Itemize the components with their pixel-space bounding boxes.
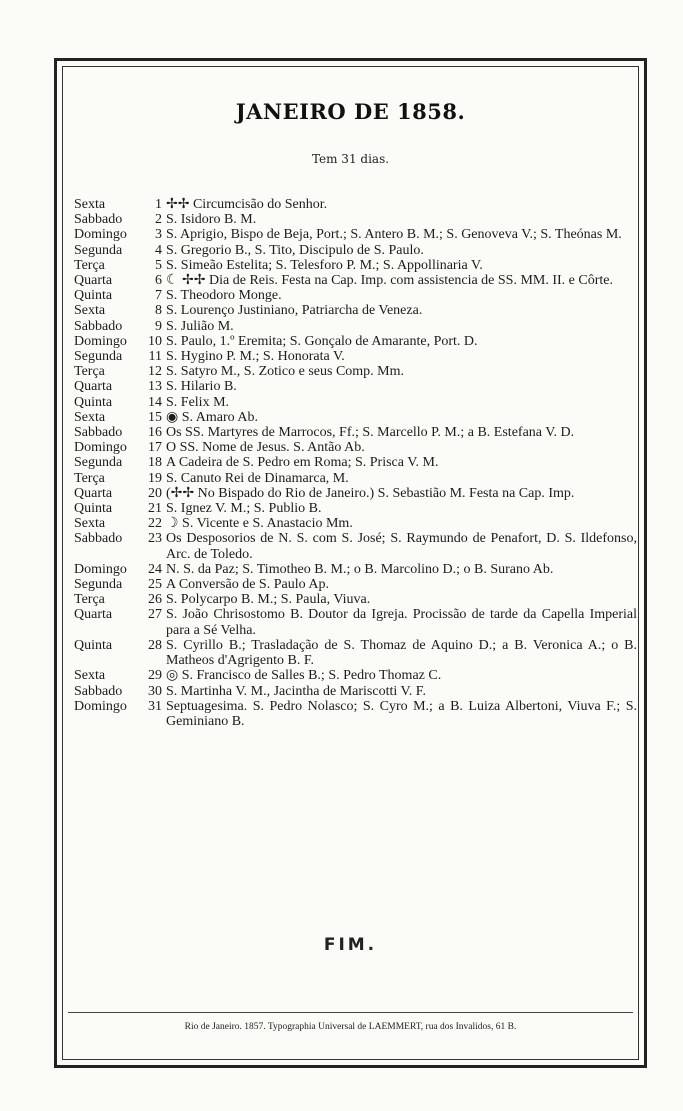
weekday: Sabbado <box>74 212 123 228</box>
weekday: Sabbado <box>74 531 123 547</box>
saint-observance: S. Gregorio B., S. Tito, Discipulo de S. Paulo. <box>166 242 424 258</box>
saint-observance: S. Simeão Estelita; S. Telesforo P. M.; S. Appollinaria V. <box>166 257 483 273</box>
weekday: Sabbado <box>74 425 123 441</box>
weekday: Domingo <box>74 698 127 714</box>
calendar-entry <box>74 531 637 561</box>
day-number: 30 <box>148 683 162 699</box>
weekday: Quarta <box>74 607 113 623</box>
saint-observance: A Conversão de S. Paulo Ap. <box>166 577 329 593</box>
weekday: Sexta <box>74 303 106 319</box>
day-number: 27 <box>148 607 162 623</box>
weekday: Sexta <box>74 516 106 532</box>
saint-observance: ☽ S. Vicente e S. Anastacio Mm. <box>166 516 353 532</box>
weekday: Quarta <box>74 485 113 501</box>
day-number: 2 <box>155 212 162 228</box>
day-number: 21 <box>148 501 162 517</box>
calendar-entry <box>74 471 637 486</box>
saint-observance: S. Hygino P. M.; S. Honorata V. <box>166 349 345 365</box>
calendar-entry <box>74 516 637 531</box>
calendar-entry <box>74 440 637 455</box>
saint-observance: S. Satyro M., S. Zotico e seus Comp. Mm. <box>166 364 405 380</box>
day-number: 9 <box>155 318 162 334</box>
saint-observance: Os SS. Martyres de Marrocos, Ff.; S. Marcello P. M.; a B. Estefana V. D. <box>166 425 575 441</box>
day-number: 25 <box>148 577 162 593</box>
day-number: 22 <box>148 516 162 532</box>
weekday: Sexta <box>74 409 106 425</box>
calendar-entry <box>74 258 637 273</box>
saint-observance: S. Hilario B. <box>166 379 237 395</box>
calendar-entry <box>74 303 637 318</box>
day-number: 18 <box>148 455 162 471</box>
weekday: Domingo <box>74 227 127 243</box>
day-number: 19 <box>148 470 162 486</box>
saint-observance: S. Cyrillo B.; Trasladação de S. Thomaz de Aquino D.; a B. Veronica A.; o B. Matheos d'Agrigento B. F. <box>166 637 637 669</box>
saint-observance: ◎ S. Francisco de Salles B.; S. Pedro Thomaz C. <box>166 668 442 684</box>
weekday: Sexta <box>74 197 106 212</box>
weekday: Quinta <box>74 394 113 410</box>
calendar-entry <box>74 592 637 607</box>
weekday: Terça <box>74 364 105 380</box>
calendar-entry <box>74 243 637 258</box>
day-number: 26 <box>148 592 162 608</box>
weekday: Sabbado <box>74 683 123 699</box>
printer-imprint: Rio de Janeiro. 1857. Typographia Universal de LAEMMERT, rua dos Invalidos, 61 B. <box>184 1022 517 1032</box>
saint-observance: ☾ ✢✢ Dia de Reis. Festa na Cap. Imp. com assistencia de SS. MM. II. e Côrte. <box>166 273 613 289</box>
weekday: Segunda <box>74 242 123 258</box>
calendar-entry <box>74 349 637 364</box>
calendar-entry <box>74 212 637 227</box>
calendar-entry <box>74 227 637 242</box>
saint-observance: Os Desposorios de N. S. com S. José; S. Raymundo de Penafort, D. S. Ildefonso, Arc. de Toledo. <box>166 531 637 562</box>
calendar-entry <box>74 197 637 212</box>
calendar-entry <box>74 319 637 334</box>
weekday: Terça <box>74 470 105 486</box>
day-number: 16 <box>148 425 162 441</box>
calendar-entry <box>74 410 637 425</box>
calendar-entry <box>74 379 637 394</box>
weekday: Segunda <box>74 455 123 471</box>
day-number: 29 <box>148 668 162 684</box>
calendar-entry <box>74 364 637 379</box>
calendar-entry <box>74 562 637 577</box>
day-number: 11 <box>148 349 162 365</box>
weekday: Terça <box>74 257 105 273</box>
day-number: 4 <box>155 242 162 258</box>
saint-observance: S. Polycarpo B. M.; S. Paula, Viuva. <box>166 592 371 608</box>
calendar-entry <box>74 638 637 668</box>
saint-observance: S. Julião M. <box>166 318 234 334</box>
saint-observance: S. Aprigio, Bispo de Beja, Port.; S. Antero B. M.; S. Genoveva V.; S. Theónas M. <box>166 227 622 243</box>
saint-observance: S. João Chrisostomo B. Doutor da Igreja. Procissão de tarde da Capella Imperial para a Sé Velha. <box>166 607 637 638</box>
calendar-entry <box>74 334 637 349</box>
weekday: Domingo <box>74 333 127 349</box>
day-number: 1 <box>155 197 162 212</box>
day-number: 28 <box>148 637 162 653</box>
weekday: Segunda <box>74 349 123 365</box>
day-number: 7 <box>155 288 162 304</box>
calendar-entry <box>74 455 637 470</box>
saint-observance: S. Isidoro B. M. <box>166 212 257 228</box>
calendar-entry <box>74 288 637 303</box>
calendar-entry <box>74 699 637 729</box>
weekday: Quarta <box>74 379 113 395</box>
saint-observance: S. Paulo, 1.º Eremita; S. Gonçalo de Amarante, Port. D. <box>166 333 478 349</box>
calendar-entry <box>74 501 637 516</box>
day-number: 15 <box>148 409 162 425</box>
day-number: 14 <box>148 394 162 410</box>
weekday: Quinta <box>74 288 113 304</box>
saint-observance: N. S. da Paz; S. Timotheo B. M.; o B. Marcolino D.; o B. Surano Ab. <box>166 561 554 577</box>
day-number: 23 <box>148 531 162 547</box>
saint-observance: (✢✢ No Bispado do Rio de Janeiro.) S. Sebastião M. Festa na Cap. Imp. <box>166 485 575 501</box>
weekday: Sabbado <box>74 318 123 334</box>
calendar-entry <box>74 425 637 440</box>
day-number: 17 <box>148 440 162 456</box>
calendar-entry <box>74 395 637 410</box>
weekday: Quinta <box>74 501 113 517</box>
day-number: 8 <box>155 303 162 319</box>
day-number: 12 <box>148 364 162 380</box>
day-number: 24 <box>148 561 162 577</box>
day-number: 31 <box>148 698 162 714</box>
weekday: Domingo <box>74 561 127 577</box>
day-number: 13 <box>148 379 162 395</box>
calendar-entry <box>74 486 637 501</box>
saint-observance: S. Ignez V. M.; S. Publio B. <box>166 501 322 517</box>
saint-observance: S. Martinha V. M., Jacintha de Mariscotti V. F. <box>166 683 426 699</box>
saint-observance: S. Canuto Rei de Dinamarca, M. <box>166 470 349 486</box>
page-title: JANEIRO DE 1858. <box>235 99 466 124</box>
saint-observance: O SS. Nome de Jesus. S. Antão Ab. <box>166 440 365 456</box>
saint-observance: S. Theodoro Monge. <box>166 288 282 304</box>
saint-observance: ✢✢ Circumcisão do Senhor. <box>166 197 328 212</box>
day-number: 10 <box>148 333 162 349</box>
calendar-entry <box>74 668 637 683</box>
weekday: Segunda <box>74 577 123 593</box>
weekday: Domingo <box>74 440 127 456</box>
weekday: Terça <box>74 592 105 608</box>
days-count: Tem 31 dias. <box>311 152 390 166</box>
saint-observance: Septuagesima. S. Pedro Nolasco; S. Cyro M.; a B. Luiza Albertoni, Viuva F.; S. Geminiano B. <box>166 698 637 729</box>
day-number: 6 <box>155 273 162 289</box>
saint-observance: S. Felix M. <box>166 394 230 410</box>
calendar-list <box>74 197 637 729</box>
end-mark: FIM. <box>323 935 378 955</box>
footer-divider <box>68 1012 633 1013</box>
weekday: Sexta <box>74 668 106 684</box>
calendar-entry <box>74 273 637 288</box>
calendar-entry <box>74 577 637 592</box>
weekday: Quarta <box>74 273 113 289</box>
weekday: Quinta <box>74 637 113 653</box>
saint-observance: A Cadeira de S. Pedro em Roma; S. Prisca V. M. <box>166 455 439 471</box>
day-number: 3 <box>155 227 162 243</box>
saint-observance: ◉ S. Amaro Ab. <box>166 409 258 425</box>
day-number: 5 <box>155 257 162 273</box>
calendar-entry <box>74 607 637 637</box>
day-number: 20 <box>148 485 162 501</box>
saint-observance: S. Lourenço Justiniano, Patriarcha de Veneza. <box>166 303 423 319</box>
calendar-entry <box>74 684 637 699</box>
